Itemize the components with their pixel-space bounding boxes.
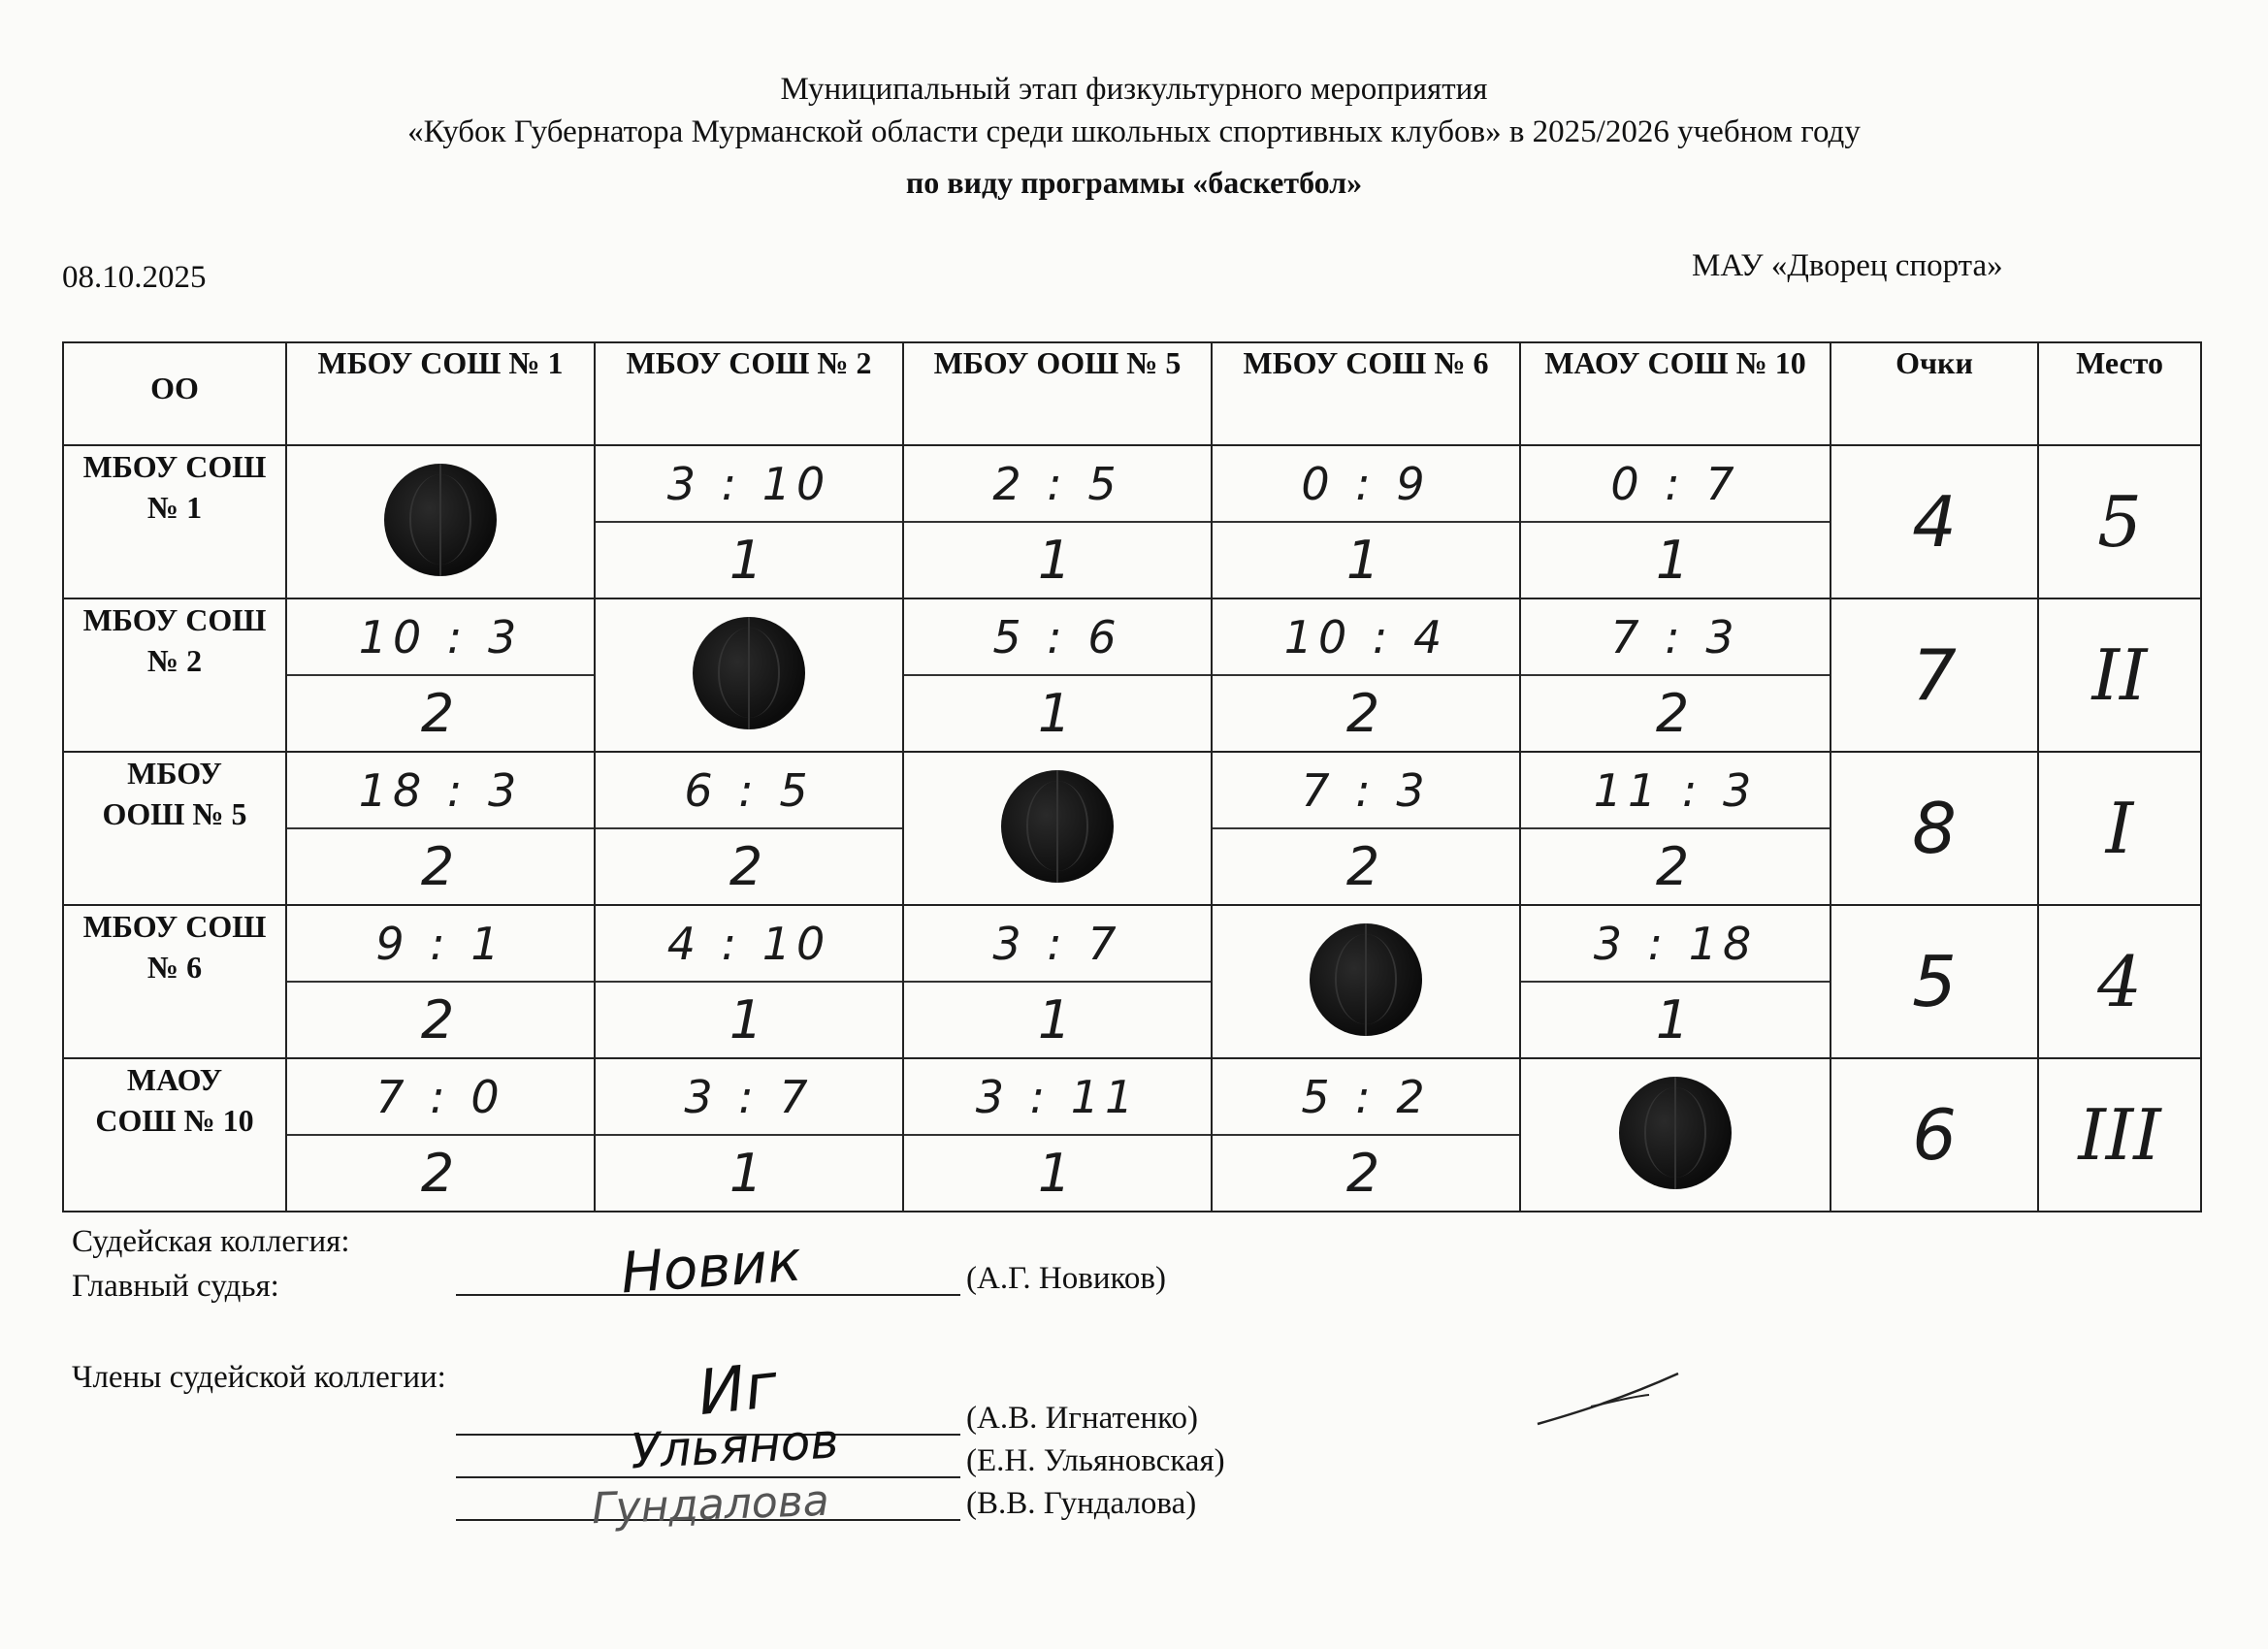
diagonal-cell [1212, 905, 1520, 1058]
match-split [1521, 446, 1830, 598]
match-points: 1 [1655, 530, 1696, 591]
total-points: 8 [1831, 752, 2038, 905]
match-score: 7 : 3 [1521, 599, 1830, 676]
total-points: 4 [1831, 445, 2038, 598]
match-cell [595, 1058, 903, 1212]
table-row [63, 752, 2201, 905]
match-points: 2 [420, 683, 461, 744]
match-score: 6 : 5 [596, 753, 902, 829]
match-points: 1 [1345, 530, 1386, 591]
member-signature: Гундалова [591, 1475, 830, 1535]
match-score: 0 : 9 [1213, 446, 1519, 523]
basketball-icon [384, 464, 497, 576]
team-name-line: № 6 [146, 950, 203, 985]
match-cell [1212, 445, 1520, 598]
signature-stroke [1533, 1366, 1688, 1434]
match-cell [1212, 1058, 1520, 1212]
match-cell [1520, 752, 1831, 905]
total-points: 5 [1831, 905, 2038, 1058]
basketball-icon [1310, 923, 1422, 1036]
team-name-line: № 2 [146, 643, 203, 678]
match-split [1521, 599, 1830, 751]
place: III [2038, 1058, 2201, 1212]
match-split [596, 1059, 902, 1211]
results-table [62, 341, 2202, 1212]
table-row [63, 445, 2201, 598]
diagonal-cell [595, 598, 903, 752]
team-name [63, 1058, 286, 1212]
event-title-line-2: «Кубок Губернатора Мурманской области среди школьных спортивных клубов» в 2025/2026 учебном году [407, 114, 1861, 149]
match-split [904, 599, 1211, 751]
match-points: 1 [1037, 989, 1078, 1051]
match-score: 11 : 3 [1521, 753, 1830, 829]
place: I [2038, 752, 2201, 905]
member-signature-line [456, 1476, 960, 1478]
corner-header: ОО [63, 342, 286, 445]
total-points: 6 [1831, 1058, 2038, 1212]
match-split [1213, 753, 1519, 904]
column-header: МБОУ СОШ № 2 [595, 342, 903, 445]
match-split [1213, 446, 1519, 598]
match-cell [286, 752, 595, 905]
basketball-icon [693, 617, 805, 729]
match-points: 1 [1037, 1143, 1078, 1204]
points-header: Очки [1831, 342, 2038, 445]
table-row [63, 1058, 2201, 1212]
match-score: 10 : 3 [287, 599, 594, 676]
team-name-line: МАОУ [126, 1062, 223, 1097]
match-points: 2 [729, 836, 769, 897]
match-cell [286, 1058, 595, 1212]
match-points: 2 [420, 989, 461, 1051]
match-score: 4 : 10 [596, 906, 902, 983]
place: II [2038, 598, 2201, 752]
basketball-icon [1619, 1077, 1732, 1189]
member-signature: Иг [695, 1349, 782, 1431]
match-split [287, 906, 594, 1057]
match-points: 2 [1655, 836, 1696, 897]
match-split [596, 753, 902, 904]
place-header: Место [2038, 342, 2201, 445]
jury-members-label: Члены судейской коллегии: [72, 1360, 446, 1395]
match-split [1213, 1059, 1519, 1211]
event-venue: МАУ «Дворец спорта» [1692, 248, 2003, 283]
match-points: 1 [729, 530, 769, 591]
member-name: (Е.Н. Ульяновская) [966, 1443, 1225, 1478]
member-name: (А.В. Игнатенко) [966, 1401, 1198, 1436]
match-split [904, 446, 1211, 598]
match-split [287, 753, 594, 904]
chief-judge-label: Главный судья: [72, 1269, 279, 1304]
match-score: 3 : 10 [596, 446, 902, 523]
column-header: МАОУ СОШ № 10 [1520, 342, 1831, 445]
match-points: 2 [1655, 683, 1696, 744]
match-score: 3 : 7 [596, 1059, 902, 1136]
match-score: 3 : 18 [1521, 906, 1830, 983]
match-cell [1520, 445, 1831, 598]
team-name [63, 905, 286, 1058]
match-cell [1520, 598, 1831, 752]
event-date: 08.10.2025 [62, 260, 207, 295]
table-row [63, 598, 2201, 752]
diagonal-cell [286, 445, 595, 598]
team-name [63, 752, 286, 905]
diagonal-cell [1520, 1058, 1831, 1212]
match-cell [286, 598, 595, 752]
match-points: 2 [420, 836, 461, 897]
match-score: 10 : 4 [1213, 599, 1519, 676]
match-cell [903, 445, 1212, 598]
total-points: 7 [1831, 598, 2038, 752]
table-header-row [63, 342, 2201, 445]
match-cell [903, 1058, 1212, 1212]
chief-signature: Новик [618, 1227, 804, 1307]
match-split [1521, 906, 1830, 1057]
team-name-line: МБОУ СОШ [82, 909, 267, 944]
match-cell [595, 445, 903, 598]
team-name-line: СОШ № 10 [95, 1103, 254, 1138]
match-cell [286, 905, 595, 1058]
match-score: 3 : 11 [904, 1059, 1211, 1136]
event-subtitle: по виду программы «баскетбол» [905, 165, 1363, 200]
match-cell [1212, 752, 1520, 905]
match-points: 1 [729, 1143, 769, 1204]
jury-title: Судейская коллегия: [72, 1224, 350, 1259]
match-points: 2 [1345, 836, 1386, 897]
table-row [63, 905, 2201, 1058]
match-points: 2 [420, 1143, 461, 1204]
column-header: МБОУ СОШ № 6 [1212, 342, 1520, 445]
member-name: (В.В. Гундалова) [966, 1486, 1197, 1521]
team-name-line: МБОУ СОШ [82, 449, 267, 484]
team-name-line: № 1 [146, 490, 203, 525]
match-score: 5 : 2 [1213, 1059, 1519, 1136]
place: 4 [2038, 905, 2201, 1058]
match-score: 7 : 3 [1213, 753, 1519, 829]
match-split [596, 906, 902, 1057]
match-cell [595, 905, 903, 1058]
match-points: 1 [1655, 989, 1696, 1051]
event-title-line-1: Муниципальный этап физкультурного мероприятия [780, 72, 1488, 107]
team-name [63, 598, 286, 752]
match-score: 2 : 5 [904, 446, 1211, 523]
member-signature: Ульянов [629, 1412, 841, 1480]
basketball-icon [1001, 770, 1114, 883]
match-score: 9 : 1 [287, 906, 594, 983]
match-score: 18 : 3 [287, 753, 594, 829]
column-header: МБОУ СОШ № 1 [286, 342, 595, 445]
match-cell [903, 598, 1212, 752]
match-score: 3 : 7 [904, 906, 1211, 983]
match-points: 1 [1037, 683, 1078, 744]
team-name-line: МБОУ [127, 756, 222, 791]
chief-judge-name: (А.Г. Новиков) [966, 1261, 1166, 1296]
place: 5 [2038, 445, 2201, 598]
match-points: 2 [1345, 1143, 1386, 1204]
match-score: 5 : 6 [904, 599, 1211, 676]
match-split [1521, 753, 1830, 904]
match-points: 2 [1345, 683, 1386, 744]
column-header: МБОУ ООШ № 5 [903, 342, 1212, 445]
match-score: 0 : 7 [1521, 446, 1830, 523]
team-name [63, 445, 286, 598]
match-cell [1520, 905, 1831, 1058]
team-name-line: МБОУ СОШ [82, 602, 267, 637]
diagonal-cell [903, 752, 1212, 905]
match-points: 1 [729, 989, 769, 1051]
match-points: 1 [1037, 530, 1078, 591]
match-split [904, 1059, 1211, 1211]
match-cell [595, 752, 903, 905]
match-split [287, 1059, 594, 1211]
match-split [596, 446, 902, 598]
match-cell [1212, 598, 1520, 752]
team-name-line: ООШ № 5 [102, 796, 247, 831]
match-split [1213, 599, 1519, 751]
match-split [287, 599, 594, 751]
match-score: 7 : 0 [287, 1059, 594, 1136]
match-split [904, 906, 1211, 1057]
match-cell [903, 905, 1212, 1058]
